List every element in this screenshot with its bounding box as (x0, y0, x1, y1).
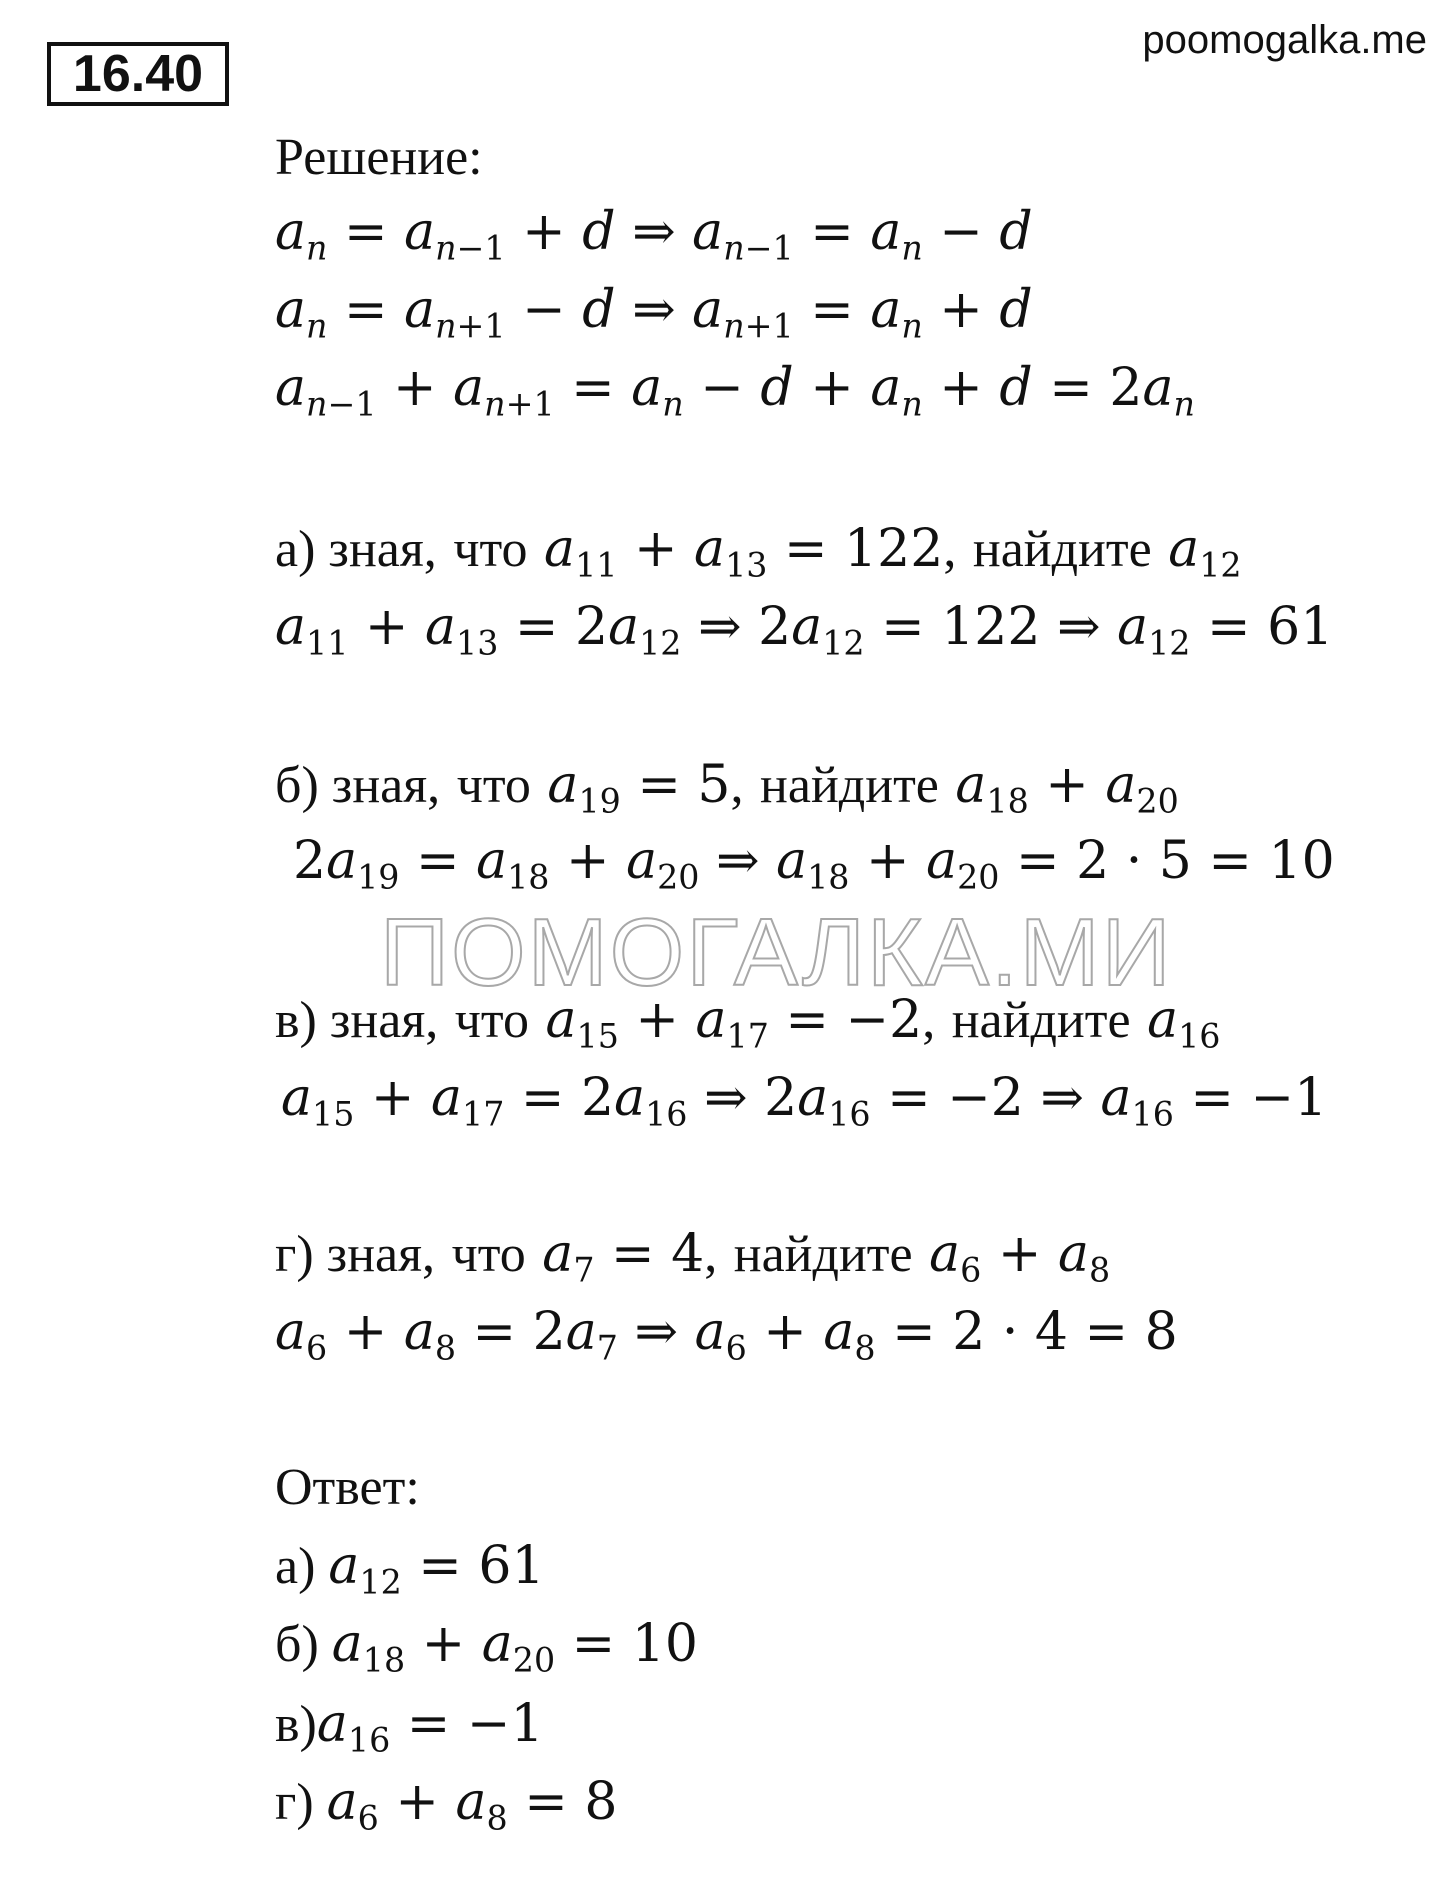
part-solution: $2a_{19} = a_{18} + a_{20}$ ⇒ $a_{18} + a_{20} = 2 \cdot 5 = 10$ (293, 831, 1335, 897)
answer-item: а) $a_{12} = 61$ (275, 1536, 545, 1602)
answer-heading: Ответ: (275, 1459, 420, 1516)
part-solution: $a_{11} + a_{13} = 2a_{12}$ ⇒ $2a_{12} = 122$ ⇒ $a_{12} = 61$ (275, 597, 1334, 663)
answer-item: б) $a_{18} + a_{20} = 10$ (275, 1614, 698, 1680)
part-condition: а) зная, что $a_{11} + a_{13} = 122$, найдите $a_{12}$ (275, 519, 1242, 585)
answer-item: $в)a_{16} = -1$ (275, 1694, 544, 1760)
derivation-line: $a_n = a_{n-1} + d$ ⇒ $a_{n-1} = a_n - d$ (275, 202, 1033, 268)
derivation-line: $a_{n-1} + a_{n+1} = a_n - d + a_n + d = 2a_n$ (275, 358, 1195, 424)
solution-heading: Решение: (275, 129, 483, 186)
part-solution: $a_6 + a_8 = 2a_7$ ⇒ $a_6 + a_8 = 2 \cdot 4 = 8$ (275, 1302, 1178, 1368)
watermark: ПОМОГАЛКА.МИ (380, 899, 1173, 1006)
part-solution: $a_{15} + a_{17} = 2a_{16}$ ⇒ $2a_{16} = -2$ ⇒ $a_{16} = -1$ (281, 1068, 1328, 1134)
part-condition: г) зная, что $a_7 = 4$, найдите $a_6 + a_8$ (275, 1224, 1111, 1290)
part-condition: в) зная, что $a_{15} + a_{17} = -2$, найдите $a_{16}$ (275, 990, 1221, 1056)
answer-item: г) $a_6 + a_8 = 8$ (275, 1772, 618, 1838)
part-condition: б) зная, что $a_{19} = 5$, найдите $a_{18} + a_{20}$ (275, 755, 1179, 821)
problem-number: 16.40 (47, 42, 229, 106)
derivation-line: $a_n = a_{n+1} - d$ ⇒ $a_{n+1} = a_n + d$ (275, 280, 1033, 346)
site-name: poomogalka.me (1142, 18, 1427, 62)
